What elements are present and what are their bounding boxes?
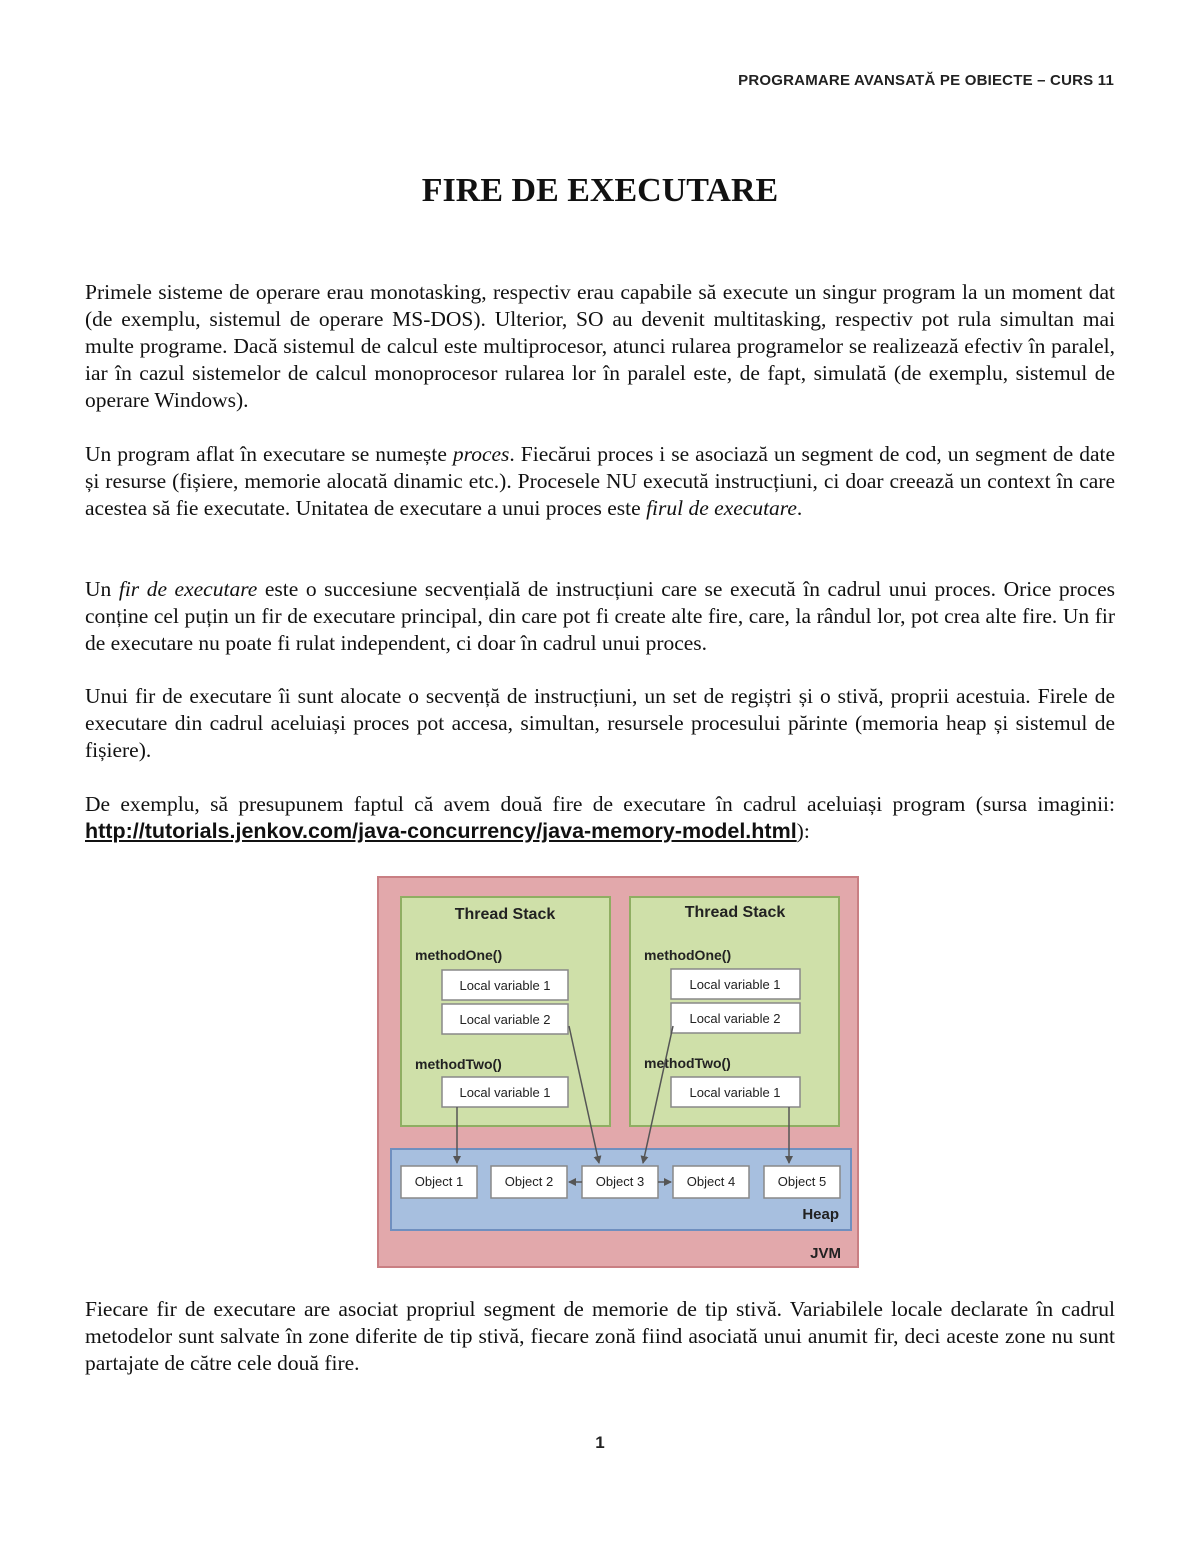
paragraph-6: Fiecare fir de executare are asociat propriul segment de memorie de tip stivă. Variabilele locale declarate în cadrul metodelor sunt salvate în zone diferite de tip stivă, fiecare zonă fiind asociată unui anumit fir, deci aceste zone nu sunt partajate de către cele două fire. xyxy=(85,1297,1115,1375)
page-number: 1 xyxy=(595,1433,605,1452)
paragraph-4: Unui fir de executare îi sunt alocate o secvență de instrucțiuni, un set de regiștri și o stivă, proprii acestuia. Firele de executare din cadrul aceluiași proces pot accesa, simultan, resursele procesului părinte (memoria heap și sistemul de fișiere). xyxy=(85,684,1115,762)
p2-text-e: . xyxy=(796,496,803,520)
jvm-label: JVM xyxy=(810,1245,841,1262)
p2-text-a: Un program aflat în executare se numește xyxy=(85,442,453,466)
thread-2-local-var-2: Local variable 2 xyxy=(689,1011,781,1026)
p5-text-a: De exemplu, să presupunem faptul că avem două fire de executare în cadrul aceluiași program (sursa imaginii: xyxy=(85,792,1115,816)
paragraph-2 xyxy=(85,441,1115,522)
heap-label: Heap xyxy=(802,1206,839,1223)
running-header: PROGRAMARE AVANSATĂ PE OBIECTE – CURS 11 xyxy=(738,72,1114,89)
p3-text-c: este o succesiune secvențială de instrucțiuni care se execută în cadrul unui proces. Orice proces conține cel puțin un fir de executare principal, din care pot fi create alte fire, care, la rândul lor, pot crea alte fire. Un fir de executare nu poate fi rulat independent, ci doar în cadrul unui proces. xyxy=(85,577,1115,655)
object-4: Object 4 xyxy=(686,1174,736,1189)
thread-1-local-var-2: Local variable 2 xyxy=(459,1012,551,1027)
thread-2-method-one: methodOne() xyxy=(644,947,732,963)
thread-stack-2-title: Thread Stack xyxy=(684,904,786,921)
page-title: FIRE DE EXECUTARE xyxy=(421,172,779,209)
thread-2-local-var-1: Local variable 1 xyxy=(689,977,781,992)
thread-1-method-one: methodOne() xyxy=(415,947,503,963)
p3-term-fir: fir de executare xyxy=(118,577,258,601)
thread-2-method-two: methodTwo() xyxy=(644,1055,731,1071)
object-5: Object 5 xyxy=(777,1174,827,1189)
p2-term-proces: proces xyxy=(452,442,510,466)
thread-1-method-two: methodTwo() xyxy=(415,1056,502,1072)
paragraph-3 xyxy=(85,576,1115,657)
p2-text-c: . Fiecărui proces i se asociază un segment de cod, un segment de date și resurse (fișiere, memorie alocată dinamic etc.). Procesele NU execută instrucțiuni, ci doar creează un context în care acestea să fie executate. Unitatea de executare a unui proces este xyxy=(85,442,1116,520)
p3-text-a: Un xyxy=(85,577,119,601)
paragraph-1: Primele sisteme de operare erau monotasking, respectiv erau capabile să execute un singur program la un moment dat (de exemplu, sistemul de operare MS-DOS). Ulterior, SO au devenit multitasking, respectiv pot rula simultan mai multe programe. Dacă sistemul de calcul este multiprocesor, atunci rularea programelor se realizează efectiv în paralel, iar în cazul sistemelor de calcul monoprocesor rularea lor în paralel este, de fapt, simulată (de exemplu, sistemul de operare Windows). xyxy=(85,280,1115,412)
object-2: Object 2 xyxy=(504,1174,554,1189)
object-3: Object 3 xyxy=(595,1174,645,1189)
object-1: Object 1 xyxy=(414,1174,464,1189)
thread-1-local-var-1: Local variable 1 xyxy=(459,978,551,993)
paragraph-5 xyxy=(85,791,1115,845)
p5-text-b: ): xyxy=(796,819,810,843)
jvm-memory-diagram xyxy=(377,876,859,1268)
thread-stack-1-title: Thread Stack xyxy=(454,906,556,923)
p2-term-fir: firul de executare xyxy=(646,496,797,520)
jvm-memory-svg xyxy=(377,876,859,1268)
thread-1-m2-local-var-1: Local variable 1 xyxy=(459,1085,551,1100)
thread-2-m2-local-var-1: Local variable 1 xyxy=(689,1085,781,1100)
source-link[interactable]: http://tutorials.jenkov.com/java-concurrency/java-memory-model.html xyxy=(85,819,797,843)
